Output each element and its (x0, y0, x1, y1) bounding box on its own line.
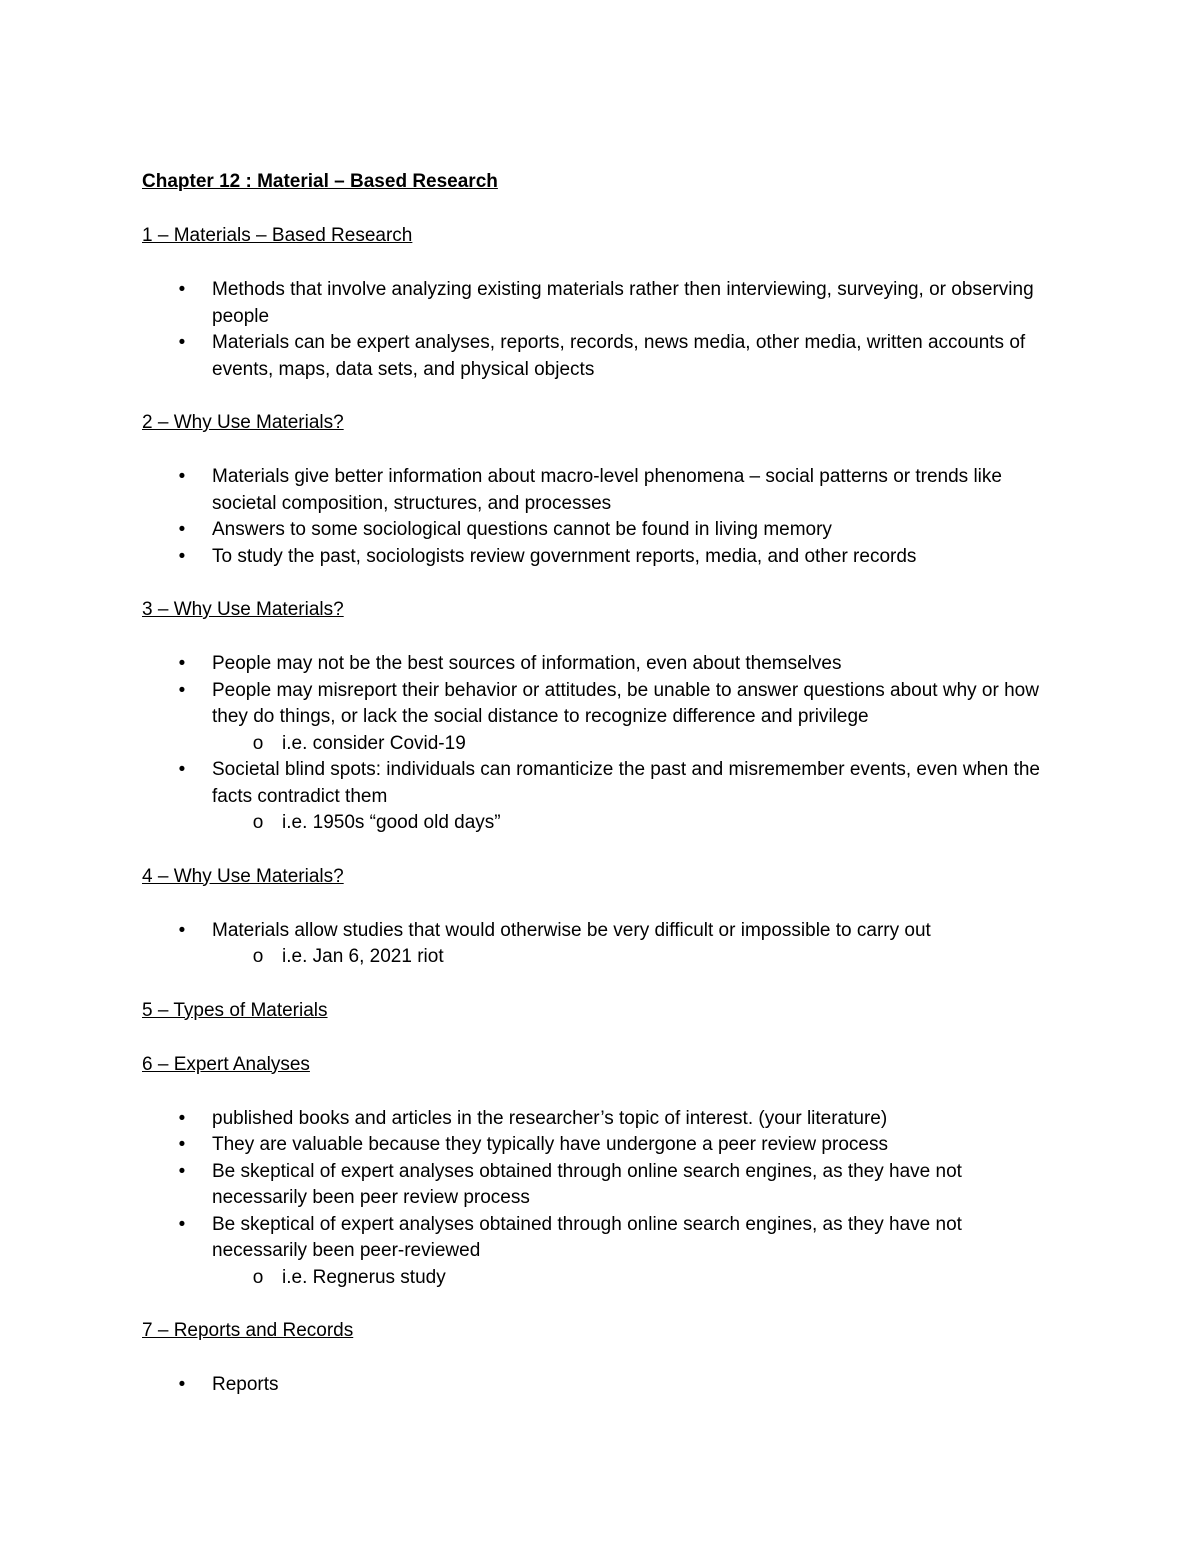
section-heading: 2 – Why Use Materials? (142, 412, 344, 433)
list-item (142, 678, 1052, 758)
list-item (142, 277, 1052, 330)
list-item (142, 544, 1052, 571)
list-item (142, 330, 1052, 383)
list-item-text: Materials allow studies that would otherwise be very difficult or impossible to carry out (212, 919, 931, 941)
list-item (142, 517, 1052, 544)
bullet-marker: • (178, 545, 186, 567)
bullet-marker: • (178, 653, 186, 674)
section-heading: 3 – Why Use Materials? (142, 599, 344, 620)
bullet-marker: • (178, 1160, 186, 1182)
list-item-text: People may not be the best sources of information, even about themselves (212, 653, 842, 674)
bullet-marker: • (178, 519, 186, 540)
list-item (142, 1372, 1052, 1399)
sub-list-item (142, 810, 1052, 837)
bullet-marker: • (178, 919, 186, 941)
sub-bullet-marker: o (252, 946, 264, 967)
sub-bullet-marker: o (252, 732, 264, 754)
bullet-list (142, 918, 1052, 971)
bullet-list (142, 277, 1052, 383)
bullet-marker: • (178, 466, 186, 487)
bullet-marker: • (178, 1374, 186, 1395)
list-item (142, 464, 1052, 517)
list-item-text: To study the past, sociologists review government reports, media, and other records (212, 545, 917, 567)
bullet-marker: • (178, 1213, 186, 1235)
list-item-text: They are valuable because they typically have undergone a peer review process (212, 1134, 888, 1155)
section-heading: 7 – Reports and Records (142, 1320, 354, 1341)
list-item (142, 918, 1052, 971)
list-item (142, 1132, 1052, 1159)
section-1 (142, 223, 1052, 383)
document-content (142, 169, 1052, 1426)
section-7 (142, 1318, 1052, 1399)
bullet-list (142, 1372, 1052, 1399)
section-heading: 6 – Expert Analyses (142, 1053, 310, 1075)
list-item-text: Answers to some sociological questions cannot be found in living memory (212, 519, 832, 540)
sub-list-item (142, 731, 1052, 758)
section-2 (142, 410, 1052, 570)
sections-container (142, 223, 1052, 1399)
bullet-marker: • (178, 679, 186, 701)
list-item-text: Materials can be expert analyses, reports, records, news media, other media, written accounts of events, maps, data sets, and physical objects (212, 332, 1026, 380)
section-heading: 1 – Materials – Based Research (142, 225, 413, 246)
bullet-marker: • (178, 332, 186, 353)
bullet-marker: • (178, 1134, 186, 1155)
list-item (142, 1212, 1052, 1292)
sub-list-item (142, 944, 1052, 971)
list-item-text: People may misreport their behavior or attitudes, be unable to answer questions about why or how they do things, or lack the social distance to recognize difference and privilege (212, 679, 1039, 727)
bullet-list (142, 651, 1052, 837)
section-heading: 5 – Types of Materials (142, 999, 328, 1021)
list-item-text: Reports (212, 1374, 279, 1395)
section-5 (142, 998, 1052, 1025)
list-item-text: Be skeptical of expert analyses obtained through online search engines, as they have not necessarily been peer-reviewed (212, 1213, 962, 1261)
list-item-text: Societal blind spots: individuals can romanticize the past and misremember events, even when the facts contradict them (212, 759, 1040, 807)
section-3 (142, 597, 1052, 837)
list-item (142, 1106, 1052, 1133)
section-4 (142, 864, 1052, 971)
section-heading: 4 – Why Use Materials? (142, 865, 344, 887)
document-title: Chapter 12 : Material – Based Research (142, 171, 498, 192)
sub-bullet-marker: o (252, 812, 264, 833)
bullet-marker: • (178, 279, 186, 300)
list-item (142, 1159, 1052, 1212)
section-6 (142, 1052, 1052, 1292)
list-item-text: Materials give better information about macro-level phenomena – social patterns or trends like societal composition, structures, and processes (212, 466, 1002, 514)
sub-bullet-marker: o (252, 1266, 264, 1288)
sub-list-item-text: i.e. Regnerus study (282, 1266, 446, 1288)
sub-list-item-text: i.e. Jan 6, 2021 riot (282, 946, 444, 967)
bullet-marker: • (178, 759, 186, 780)
bullet-list (142, 464, 1052, 570)
bullet-list (142, 1106, 1052, 1292)
sub-list-item (142, 1265, 1052, 1292)
sub-list-item-text: i.e. 1950s “good old days” (282, 812, 501, 833)
list-item-text: Methods that involve analyzing existing materials rather then interviewing, surveying, or observing people (212, 279, 1034, 327)
bullet-marker: • (178, 1107, 186, 1129)
list-item (142, 651, 1052, 678)
list-item-text: published books and articles in the researcher’s topic of interest. (your literature) (212, 1107, 888, 1129)
list-item-text: Be skeptical of expert analyses obtained through online search engines, as they have not necessarily been peer review process (212, 1160, 962, 1208)
sub-list-item-text: i.e. consider Covid-19 (282, 732, 466, 754)
list-item (142, 757, 1052, 837)
